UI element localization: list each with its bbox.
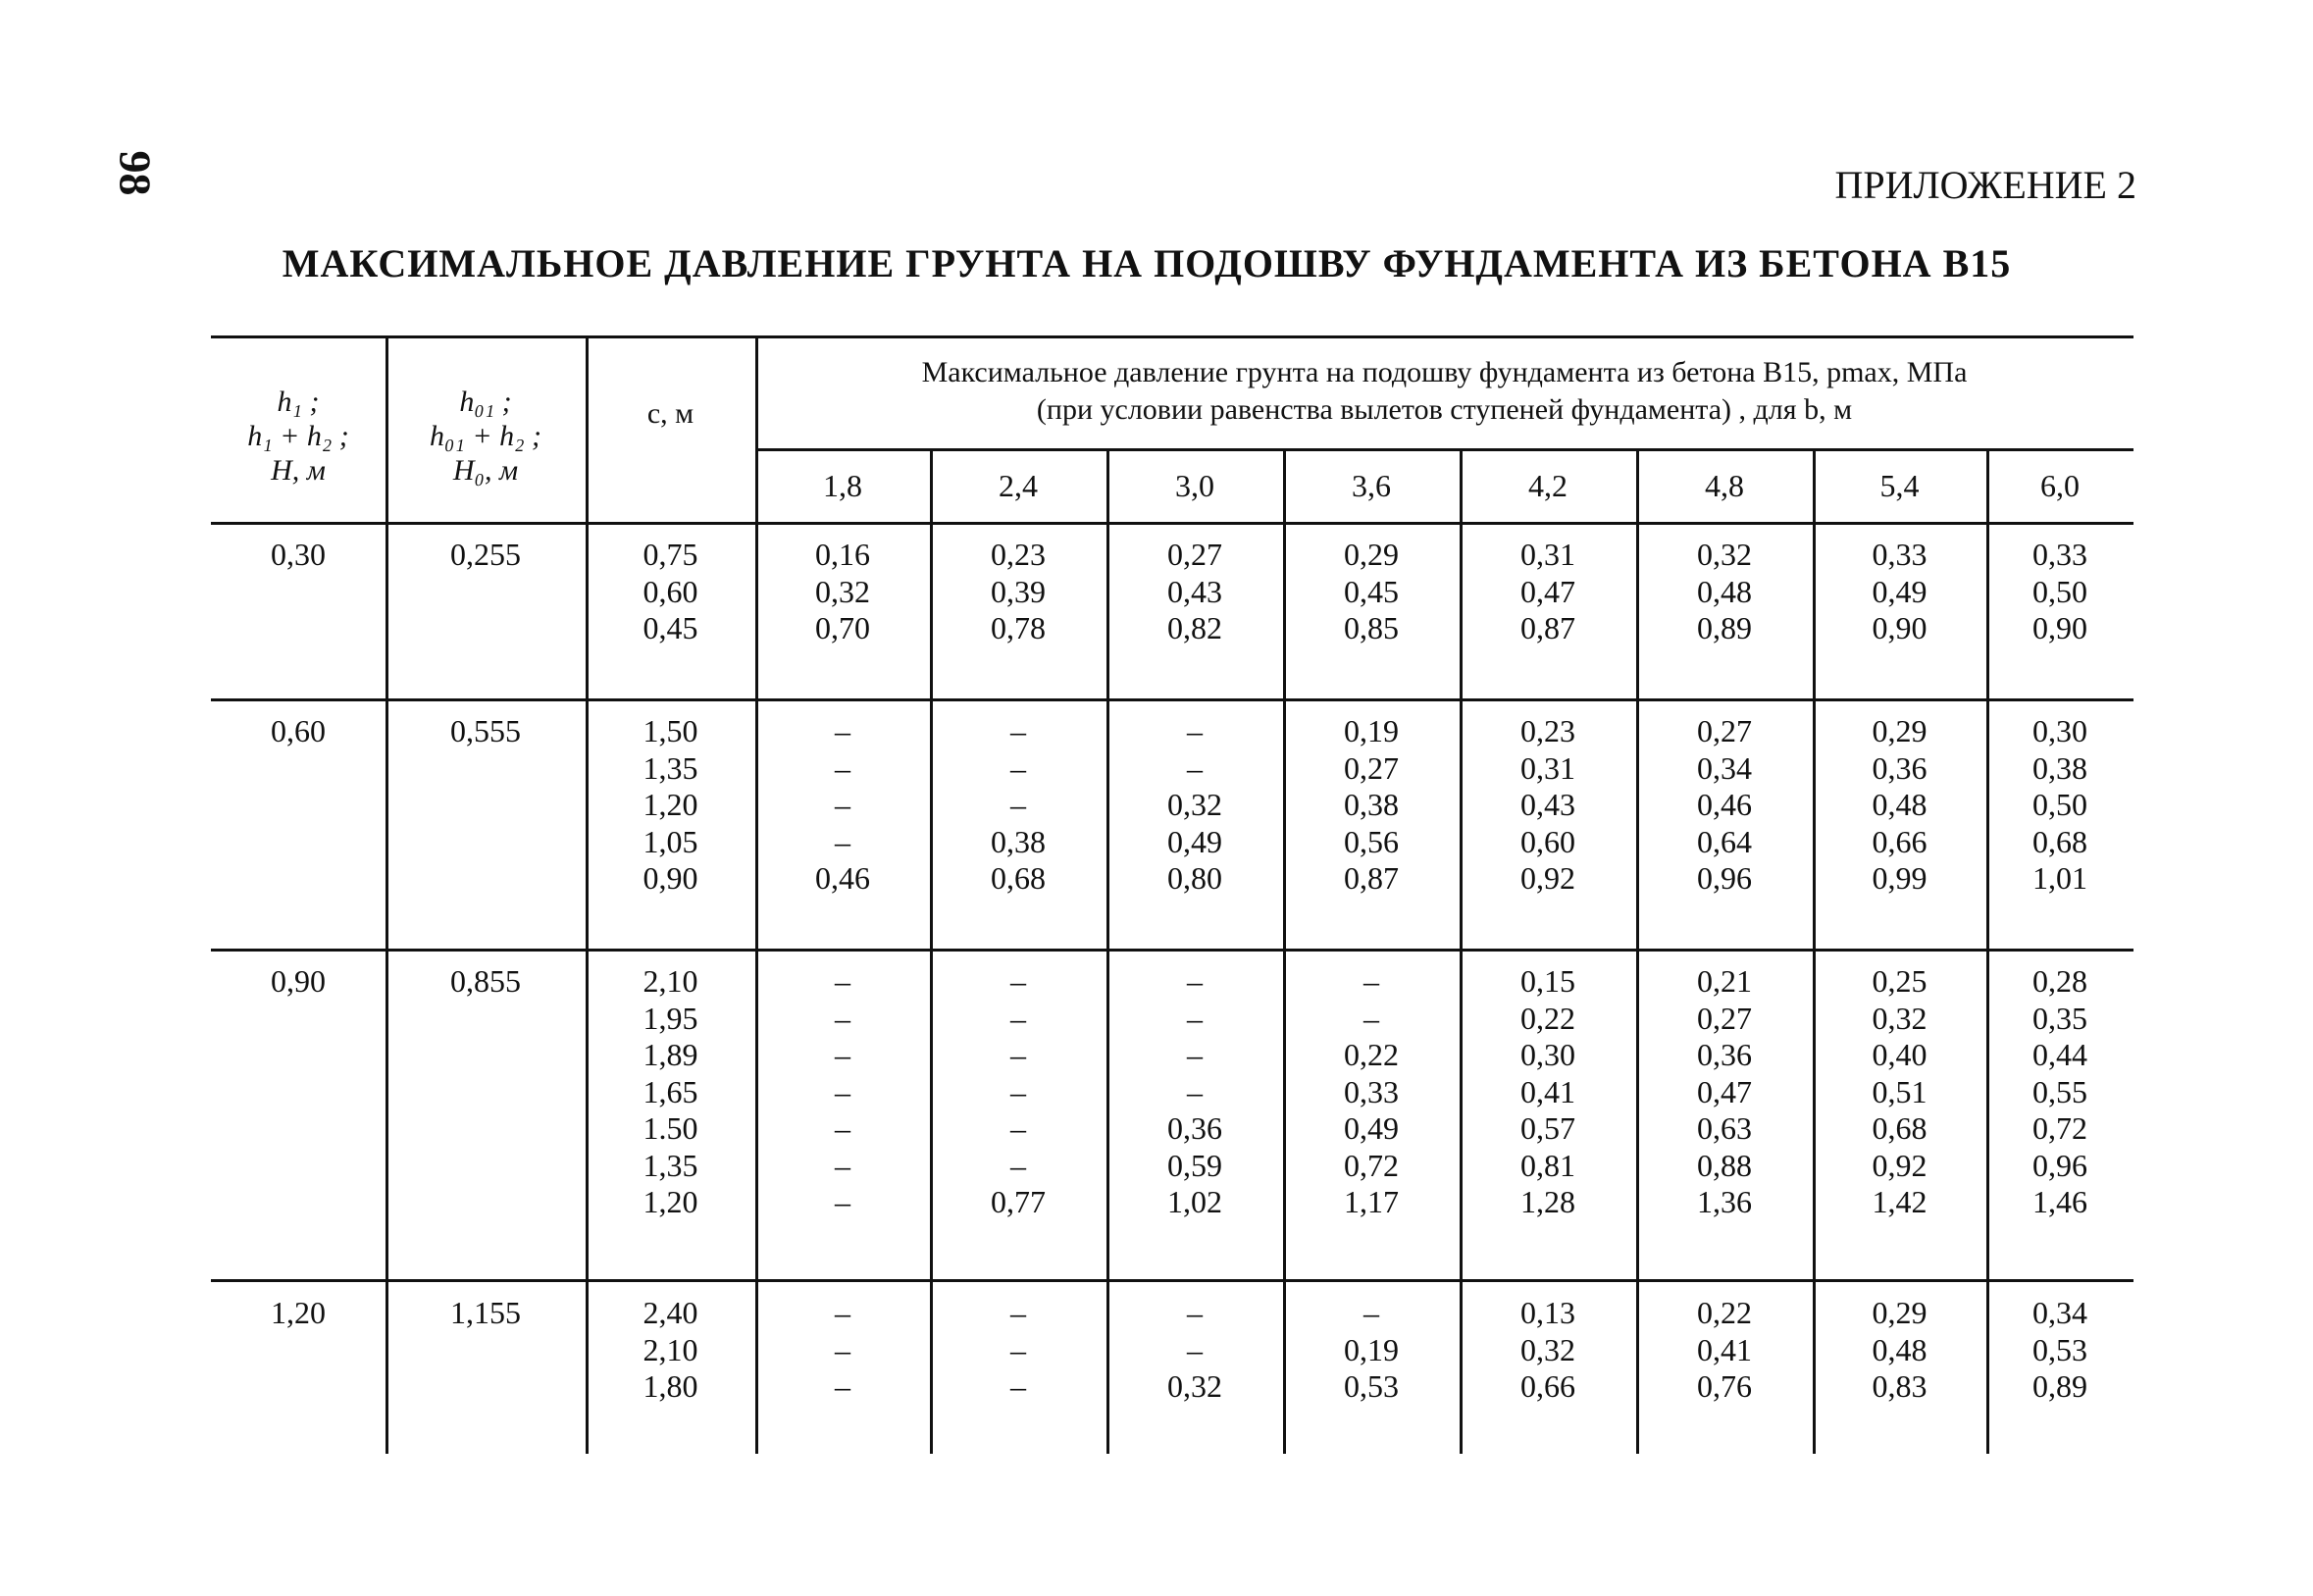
- cell-pmax: 0,72: [1344, 1147, 1399, 1183]
- cell-pmax: 0,28: [2032, 963, 2087, 999]
- group-separator-rule: [211, 949, 2133, 952]
- cell-pmax: 0,31: [1520, 749, 1575, 786]
- header-group-line: (при условии равенства вылетов ступеней фундамента) , для b, м: [1036, 393, 1853, 426]
- cell-pmax: 0,32: [1872, 1000, 1928, 1036]
- cell-pmax: 0,21: [1697, 963, 1752, 999]
- cell-pmax: 0,90: [1872, 610, 1928, 645]
- cell-c: 1,20: [642, 1184, 698, 1219]
- appendix-label: ПРИЛОЖЕНИЕ 2: [1834, 163, 2136, 207]
- cell-pmax: –: [1010, 1147, 1026, 1183]
- cell-pmax: 0,32: [1697, 537, 1752, 572]
- cell-pmax: 0,85: [1344, 610, 1399, 645]
- cell-pmax: 0,32: [1167, 1368, 1222, 1404]
- cell-pmax: –: [1010, 1110, 1026, 1146]
- cell-pmax: 0,16: [815, 537, 870, 572]
- cell-pmax: 0,23: [991, 537, 1046, 572]
- cell-pmax: 0,51: [1872, 1073, 1928, 1109]
- cell-pmax: 0,49: [1167, 823, 1222, 859]
- table-top-rule: [211, 335, 2133, 338]
- cell-pmax: 0,33: [1344, 1073, 1399, 1109]
- cell-pmax: 0,41: [1697, 1331, 1752, 1367]
- header-b-value: 6,0: [2040, 468, 2080, 503]
- cell-pmax: 0,66: [1520, 1368, 1575, 1404]
- cell-pmax: –: [1010, 749, 1026, 786]
- cell-pmax: 0,87: [1344, 860, 1399, 896]
- cell-pmax: 0,50: [2032, 787, 2087, 822]
- cell-pmax: 0,13: [1520, 1295, 1575, 1330]
- cell-pmax: 0,47: [1520, 573, 1575, 609]
- cell-pmax: –: [1363, 1000, 1379, 1036]
- cell-pmax: 0,83: [1872, 1368, 1928, 1404]
- cell-pmax: 0,34: [1697, 749, 1752, 786]
- cell-pmax: 0,35: [2032, 1000, 2087, 1036]
- cell-h: 0,90: [271, 963, 326, 999]
- cell-pmax: 0,32: [1167, 787, 1222, 822]
- column-divider: [386, 335, 388, 1454]
- cell-pmax: 0,33: [1872, 537, 1928, 572]
- cell-pmax: 0,92: [1520, 860, 1575, 896]
- cell-pmax: –: [1363, 1295, 1379, 1330]
- document-title: [0, 240, 2313, 286]
- cell-c: 2,40: [642, 1295, 698, 1330]
- cell-pmax: –: [1187, 1037, 1203, 1072]
- cell-pmax: –: [835, 1147, 850, 1183]
- header-h01-line: H₀, м: [452, 454, 519, 487]
- header-b-value: 4,2: [1528, 468, 1568, 503]
- cell-pmax: –: [835, 1295, 850, 1330]
- cell-pmax: –: [1187, 749, 1203, 786]
- cell-pmax: 0,29: [1872, 713, 1928, 748]
- cell-pmax: 0,49: [1344, 1110, 1399, 1146]
- cell-h: 0,60: [271, 713, 326, 748]
- cell-pmax: 0,32: [1520, 1331, 1575, 1367]
- cell-pmax: –: [1187, 963, 1203, 999]
- cell-c: 1.50: [642, 1110, 698, 1146]
- cell-pmax: –: [1010, 1073, 1026, 1109]
- cell-pmax: –: [835, 1184, 850, 1219]
- cell-pmax: –: [1187, 1295, 1203, 1330]
- header-b-value: 2,4: [999, 468, 1038, 503]
- header-h1-line: H, м: [271, 454, 326, 487]
- cell-pmax: 0,56: [1344, 823, 1399, 859]
- cell-pmax: 0,41: [1520, 1073, 1575, 1109]
- cell-pmax: –: [1187, 1331, 1203, 1367]
- cell-pmax: 0,64: [1697, 823, 1752, 859]
- header-bottom-rule: [211, 522, 2133, 525]
- cell-pmax: –: [1187, 1073, 1203, 1109]
- cell-pmax: –: [1010, 1000, 1026, 1036]
- cell-pmax: 0,27: [1167, 537, 1222, 572]
- cell-pmax: 1,42: [1872, 1184, 1928, 1219]
- cell-c: 1,35: [642, 1147, 698, 1183]
- cell-pmax: 1,01: [2032, 860, 2087, 896]
- cell-pmax: 0,68: [1872, 1110, 1928, 1146]
- cell-pmax: 0,46: [1697, 787, 1752, 822]
- cell-pmax: –: [1010, 963, 1026, 999]
- cell-pmax: 0,44: [2032, 1037, 2087, 1072]
- cell-pmax: 0,87: [1520, 610, 1575, 645]
- cell-pmax: 0,76: [1697, 1368, 1752, 1404]
- cell-pmax: 0,48: [1697, 573, 1752, 609]
- cell-pmax: –: [1010, 1331, 1026, 1367]
- cell-pmax: 1,02: [1167, 1184, 1222, 1219]
- cell-pmax: 0,33: [2032, 537, 2087, 572]
- header-h1-line: h₁ + h₂ ;: [247, 420, 349, 452]
- cell-c: 1,89: [642, 1037, 698, 1072]
- cell-pmax: 0,19: [1344, 1331, 1399, 1367]
- document-title-text: МАКСИМАЛЬНОЕ ДАВЛЕНИЕ ГРУНТА НА ПОДОШВУ ФУНДАМЕНТА ИЗ БЕТОНА В15: [282, 241, 2012, 285]
- cell-pmax: 0,43: [1520, 787, 1575, 822]
- cell-pmax: 1,36: [1697, 1184, 1752, 1219]
- cell-pmax: 0,27: [1344, 749, 1399, 786]
- cell-c: 1,50: [642, 713, 698, 748]
- cell-c: 0,60: [642, 573, 698, 609]
- page-number: 98: [110, 150, 161, 196]
- header-group-line: Максимальное давление грунта на подошву фундамента из бетона В15, pmax, МПа: [921, 356, 1968, 388]
- cell-pmax: –: [835, 1368, 850, 1404]
- cell-pmax: 0,80: [1167, 860, 1222, 896]
- header-b-value: 1,8: [823, 468, 862, 503]
- cell-c: 1,35: [642, 749, 698, 786]
- cell-c: 1,95: [642, 1000, 698, 1036]
- cell-pmax: 0,30: [2032, 713, 2087, 748]
- cell-pmax: –: [835, 823, 850, 859]
- cell-pmax: 0,81: [1520, 1147, 1575, 1183]
- header-b-value: 5,4: [1879, 468, 1920, 503]
- group-separator-rule: [211, 1279, 2133, 1282]
- cell-h: 0,30: [271, 537, 326, 572]
- header-b-value: 4,8: [1705, 468, 1744, 503]
- cell-pmax: 0,53: [1344, 1368, 1399, 1404]
- cell-c: 1,65: [642, 1073, 698, 1109]
- cell-pmax: 0,96: [1697, 860, 1752, 896]
- cell-pmax: 0,27: [1697, 1000, 1752, 1036]
- cell-pmax: –: [1010, 1368, 1026, 1404]
- cell-c: 1,80: [642, 1368, 698, 1404]
- cell-pmax: 0,22: [1344, 1037, 1399, 1072]
- cell-pmax: 0,43: [1167, 573, 1222, 609]
- cell-pmax: 0,78: [991, 610, 1046, 645]
- cell-pmax: 0,68: [2032, 823, 2087, 859]
- cell-pmax: 0,36: [1872, 749, 1928, 786]
- cell-pmax: –: [835, 713, 850, 748]
- cell-pmax: 0,96: [2032, 1147, 2087, 1183]
- group-header-rule: [755, 448, 2133, 451]
- cell-pmax: 0,19: [1344, 713, 1399, 748]
- cell-pmax: 1,28: [1520, 1184, 1575, 1219]
- cell-pmax: 0,89: [2032, 1368, 2087, 1404]
- cell-pmax: 0,57: [1520, 1110, 1575, 1146]
- cell-h0: 1,155: [450, 1295, 521, 1330]
- cell-pmax: 0,92: [1872, 1147, 1928, 1183]
- header-b-value: 3,0: [1175, 468, 1214, 503]
- cell-pmax: 0,46: [815, 860, 870, 896]
- cell-pmax: 0,29: [1872, 1295, 1928, 1330]
- cell-c: 2,10: [642, 963, 698, 999]
- cell-pmax: –: [835, 1110, 850, 1146]
- cell-pmax: 0,68: [991, 860, 1046, 896]
- cell-pmax: 0,15: [1520, 963, 1575, 999]
- cell-pmax: 0,31: [1520, 537, 1575, 572]
- group-separator-rule: [211, 698, 2133, 701]
- cell-c: 0,45: [642, 610, 698, 645]
- cell-pmax: 0,38: [991, 823, 1046, 859]
- cell-pmax: 0,30: [1520, 1037, 1575, 1072]
- cell-h: 1,20: [271, 1295, 326, 1330]
- cell-pmax: 0,50: [2032, 573, 2087, 609]
- cell-pmax: 0,82: [1167, 610, 1222, 645]
- cell-pmax: 0,89: [1697, 610, 1752, 645]
- cell-pmax: –: [1010, 713, 1026, 748]
- cell-pmax: –: [1363, 963, 1379, 999]
- header-h01-line: h₀₁ ;: [459, 386, 512, 418]
- cell-pmax: –: [1010, 1295, 1026, 1330]
- cell-pmax: 0,40: [1872, 1037, 1928, 1072]
- cell-pmax: 0,45: [1344, 573, 1399, 609]
- cell-pmax: 0,66: [1872, 823, 1928, 859]
- cell-c: 1,05: [642, 823, 698, 859]
- cell-pmax: 0,88: [1697, 1147, 1752, 1183]
- cell-pmax: –: [835, 749, 850, 786]
- cell-pmax: –: [1187, 713, 1203, 748]
- cell-pmax: 0,48: [1872, 1331, 1928, 1367]
- cell-pmax: –: [835, 1037, 850, 1072]
- cell-pmax: 0,60: [1520, 823, 1575, 859]
- cell-pmax: 0,49: [1872, 573, 1928, 609]
- cell-pmax: 0,99: [1872, 860, 1928, 896]
- header-b-value: 3,6: [1352, 468, 1391, 503]
- cell-pmax: 0,70: [815, 610, 870, 645]
- cell-pmax: –: [835, 1073, 850, 1109]
- cell-h0: 0,855: [450, 963, 521, 999]
- cell-pmax: 0,32: [815, 573, 870, 609]
- cell-c: 0,90: [642, 860, 698, 896]
- cell-pmax: 0,55: [2032, 1073, 2087, 1109]
- cell-pmax: 0,34: [2032, 1295, 2087, 1330]
- header-c: c, м: [646, 397, 694, 430]
- cell-pmax: 0,25: [1872, 963, 1928, 999]
- cell-pmax: 0,72: [2032, 1110, 2087, 1146]
- cell-pmax: 1,17: [1344, 1184, 1399, 1219]
- cell-h0: 0,255: [450, 537, 521, 572]
- cell-pmax: 0,77: [991, 1184, 1046, 1219]
- cell-c: 1,20: [642, 787, 698, 822]
- cell-pmax: 0,53: [2032, 1331, 2087, 1367]
- header-h1-line: h₁ ;: [277, 386, 320, 418]
- cell-pmax: 0,63: [1697, 1110, 1752, 1146]
- cell-c: 0,75: [642, 537, 698, 572]
- cell-pmax: 0,27: [1697, 713, 1752, 748]
- cell-pmax: –: [1010, 1037, 1026, 1072]
- cell-c: 2,10: [642, 1331, 698, 1367]
- cell-pmax: 0,38: [1344, 787, 1399, 822]
- cell-pmax: –: [1010, 787, 1026, 822]
- cell-pmax: 0,90: [2032, 610, 2087, 645]
- cell-pmax: 0,39: [991, 573, 1046, 609]
- cell-h0: 0,555: [450, 713, 521, 748]
- cell-pmax: –: [835, 787, 850, 822]
- cell-pmax: 0,22: [1697, 1295, 1752, 1330]
- cell-pmax: 0,36: [1697, 1037, 1752, 1072]
- cell-pmax: –: [1187, 1000, 1203, 1036]
- header-h01-line: h₀₁ + h₂ ;: [429, 420, 542, 452]
- cell-pmax: –: [835, 963, 850, 999]
- cell-pmax: 0,48: [1872, 787, 1928, 822]
- cell-pmax: 0,29: [1344, 537, 1399, 572]
- cell-pmax: –: [835, 1331, 850, 1367]
- cell-pmax: –: [835, 1000, 850, 1036]
- cell-pmax: 0,36: [1167, 1110, 1222, 1146]
- cell-pmax: 0,59: [1167, 1147, 1222, 1183]
- cell-pmax: 0,23: [1520, 713, 1575, 748]
- cell-pmax: 0,22: [1520, 1000, 1575, 1036]
- cell-pmax: 0,38: [2032, 749, 2087, 786]
- cell-pmax: 0,47: [1697, 1073, 1752, 1109]
- cell-pmax: 1,46: [2032, 1184, 2087, 1219]
